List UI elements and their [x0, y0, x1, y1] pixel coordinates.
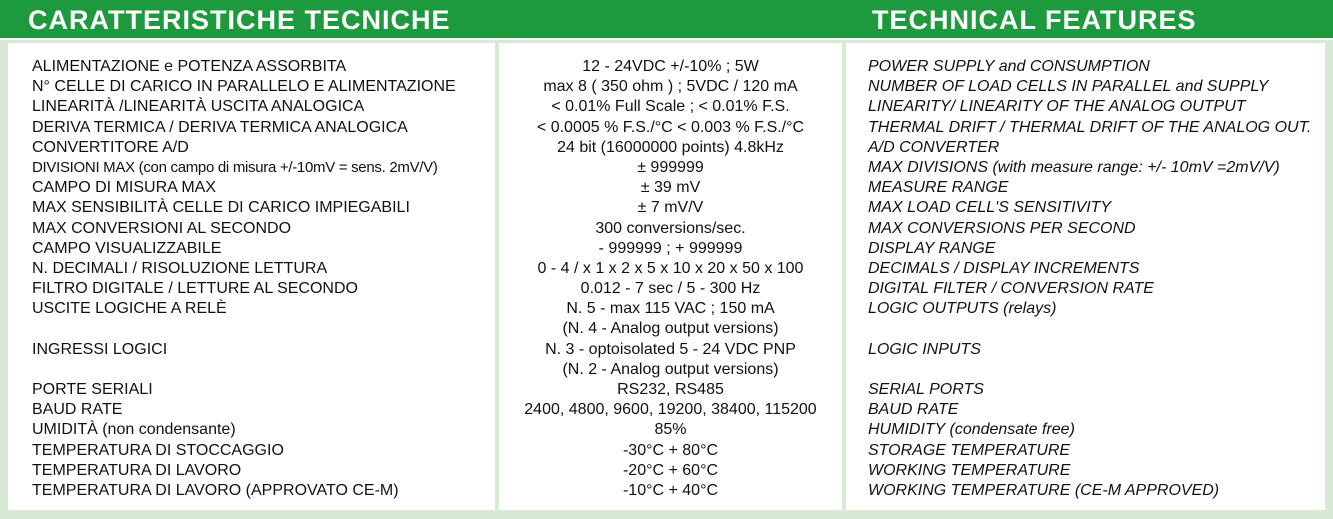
spec-value: (N. 4 - Analog output versions) — [562, 320, 779, 338]
spec-value: ± 999999 — [637, 158, 704, 176]
italian-label: CAMPO VISUALIZZABILE — [32, 239, 222, 257]
english-label: DECIMALS / DISPLAY INCREMENTS — [868, 259, 1140, 277]
italian-label: MAX CONVERSIONI AL SECONDO — [32, 219, 292, 237]
spec-value: 0.012 - 7 sec / 5 - 300 Hz — [580, 280, 761, 298]
italian-label — [32, 319, 456, 339]
italian-label: INGRESSI LOGICI — [32, 340, 168, 358]
italian-label: FILTRO DIGITALE / LETTURE AL SECONDO — [32, 280, 358, 298]
english-label: WORKING TEMPERATURE (CE-M APPROVED) — [868, 481, 1220, 499]
title-english: TECHNICAL FEATURES — [872, 5, 1197, 35]
italian-label: CAMPO DI MISURA MAX — [32, 179, 217, 197]
spec-value: -10°C + 40°C — [622, 481, 719, 499]
italian-label: MAX SENSIBILITÀ CELLE DI CARICO IMPIEGABILI — [32, 199, 410, 217]
spec-value: 12 - 24VDC +/-10% ; 5W — [582, 58, 759, 75]
header-bar — [0, 0, 1333, 40]
italian-label: CONVERTITORE A/D — [32, 138, 189, 156]
italian-label: LINEARITÀ /LINEARITÀ USCITA ANALOGICA — [32, 98, 365, 116]
spec-value: -30°C + 80°C — [622, 441, 719, 459]
english-label: MEASURE RANGE — [868, 179, 1009, 197]
italian-label: BAUD RATE — [32, 401, 123, 419]
spec-value: RS232, RS485 — [617, 381, 724, 398]
english-label: THERMAL DRIFT / THERMAL DRIFT OF THE ANALOG OUT. — [868, 118, 1312, 136]
spec-value: ± 7 mV/V — [637, 199, 704, 217]
spec-value: 0 - 4 / x 1 x 2 x 5 x 10 x 20 x 50 x 100 — [537, 259, 804, 277]
title-italian: CARATTERISTICHE TECNICHE — [28, 5, 451, 35]
english-label: LOGIC OUTPUTS (relays) — [868, 300, 1057, 318]
italian-label: TEMPERATURA DI STOCCAGGIO — [32, 441, 284, 459]
italian-label: N. DECIMALI / RISOLUZIONE LETTURA — [32, 259, 328, 277]
spec-value: N. 3 - optoisolated 5 - 24 VDC PNP — [545, 340, 796, 358]
english-label: HUMIDITY (condensate free) — [868, 421, 1075, 439]
italian-label: USCITE LOGICHE A RELÈ — [32, 300, 227, 318]
english-label — [868, 319, 1311, 339]
english-label: STORAGE TEMPERATURE — [868, 441, 1071, 459]
italian-label — [32, 360, 456, 380]
english-label: MAX CONVERSIONS PER SECOND — [868, 219, 1136, 237]
spec-value: 2400, 4800, 9600, 19200, 38400, 115200 — [524, 401, 817, 419]
english-label: MAX DIVISIONS (with measure range: +/- 10mV =2mV/V) — [868, 158, 1280, 176]
english-label: LINEARITY/ LINEARITY OF THE ANALOG OUTPUT — [868, 98, 1246, 116]
values-panel — [499, 43, 842, 510]
english-label: LOGIC INPUTS — [868, 340, 981, 358]
italian-label: DERIVA TERMICA / DERIVA TERMICA ANALOGICA — [32, 118, 408, 136]
english-labels-column — [868, 57, 1311, 501]
english-label: BAUD RATE — [868, 401, 959, 419]
english-label: MAX LOAD CELL'S SENSITIVITY — [868, 199, 1112, 217]
english-label: NUMBER OF LOAD CELLS IN PARALLEL and SUPPLY — [868, 78, 1269, 96]
spec-value: N. 5 - max 115 VAC ; 150 mA — [566, 300, 775, 318]
italian-label: N° CELLE DI CARICO IN PARALLELO E ALIMENTAZIONE — [32, 78, 456, 96]
italian-labels-panel — [8, 43, 495, 510]
spec-value: - 999999 ; + 999999 — [598, 239, 743, 257]
italian-label: UMIDITÀ (non condensante) — [32, 421, 236, 439]
spec-value: (N. 2 - Analog output versions) — [562, 360, 779, 378]
english-label: SERIAL PORTS — [868, 381, 984, 398]
english-label — [868, 360, 1311, 380]
italian-labels-column — [32, 57, 456, 501]
english-label: POWER SUPPLY and CONSUMPTION — [868, 58, 1150, 75]
english-label: WORKING TEMPERATURE — [868, 461, 1071, 479]
italian-label: TEMPERATURA DI LAVORO (APPROVATO CE-M) — [32, 481, 399, 499]
italian-label: DIVISIONI MAX (con campo di misura +/-10mV = sens. 2mV/V) — [32, 158, 438, 176]
english-labels-panel — [846, 43, 1325, 510]
italian-label: TEMPERATURA DI LAVORO — [32, 461, 242, 479]
spec-value: max 8 ( 350 ohm ) ; 5VDC / 120 mA — [543, 78, 798, 96]
italian-label: ALIMENTAZIONE e POTENZA ASSORBITA — [32, 58, 347, 75]
spec-value: 24 bit (16000000 points) 4.8kHz — [557, 138, 784, 156]
english-label: A/D CONVERTER — [868, 138, 1000, 156]
spec-value: < 0.01% Full Scale ; < 0.01% F.S. — [551, 98, 790, 116]
italian-label: PORTE SERIALI — [32, 381, 153, 398]
english-label: DISPLAY RANGE — [868, 239, 996, 257]
spec-value: -20°C + 60°C — [622, 461, 719, 479]
spec-value: 300 conversions/sec. — [595, 219, 746, 237]
spec-value: 85% — [654, 421, 687, 439]
english-label: DIGITAL FILTER / CONVERSION RATE — [868, 280, 1154, 298]
spec-value: < 0.0005 % F.S./°C < 0.003 % F.S./°C — [536, 118, 805, 136]
spec-value: ± 39 mV — [640, 179, 701, 197]
values-column — [499, 57, 842, 501]
